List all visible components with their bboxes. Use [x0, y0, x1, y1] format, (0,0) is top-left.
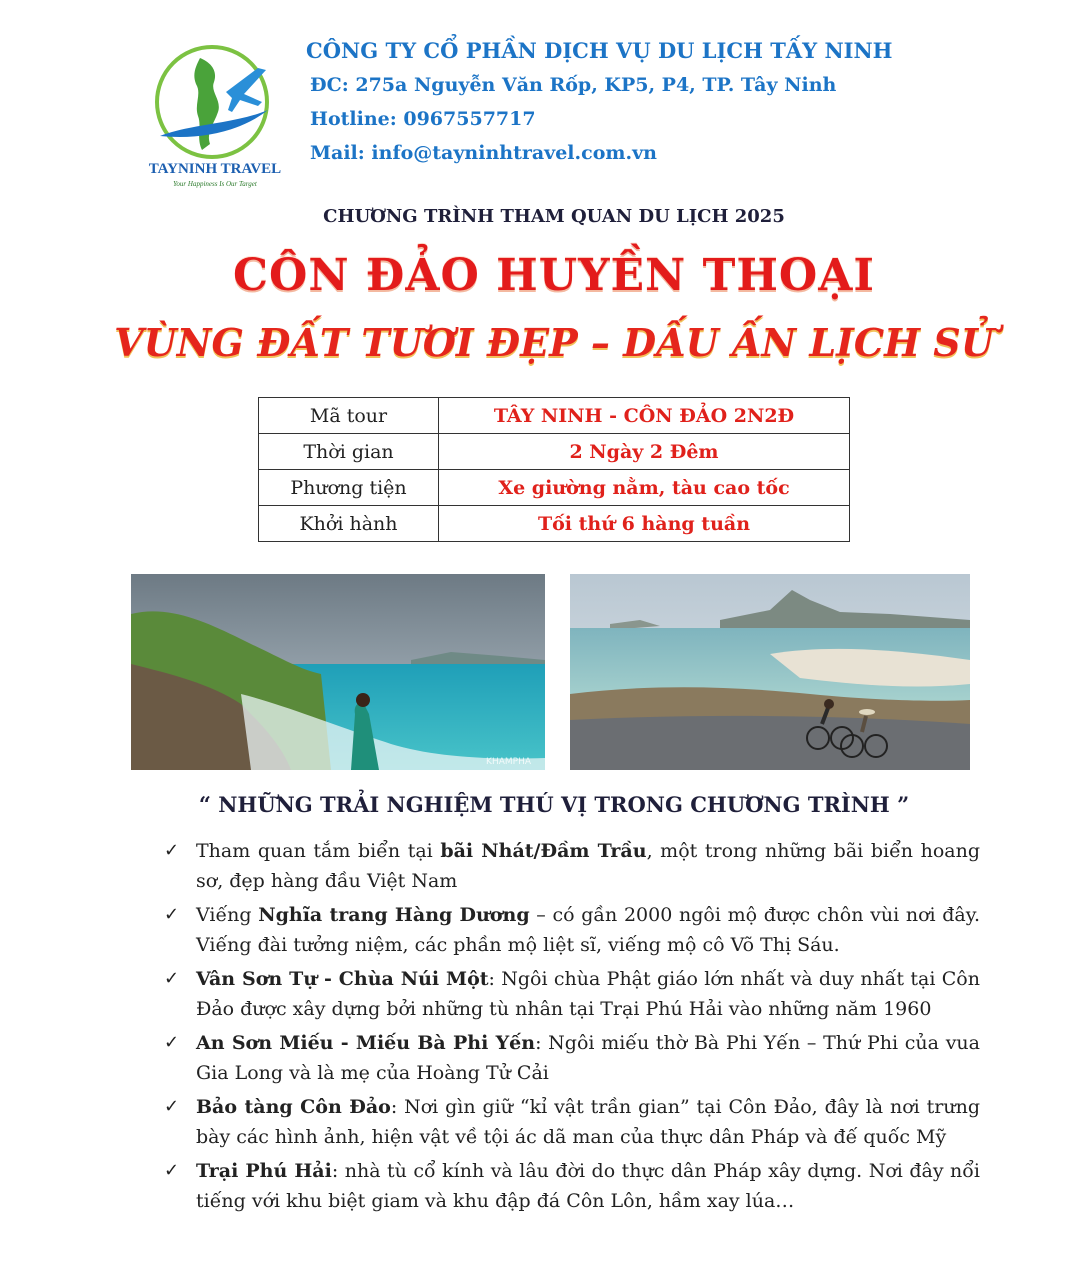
checkmark-icon: ✓: [164, 1032, 180, 1053]
list-item: [160, 1028, 980, 1088]
company-address: ĐC: 275a Nguyễn Văn Rốp, KP5, P4, TP. Tây Ninh: [310, 74, 837, 96]
table-row: [259, 434, 850, 470]
company-header: [306, 34, 1066, 170]
item-text: : Nơi gìn giữ “kỉ vật trần gian” tại Côn Đảo, đây là nơi trưng bày các hình ảnh, hiện vật về tội ác dã man của thực dân Pháp và đế quốc Mỹ: [196, 1096, 980, 1148]
item-text: : Ngôi miếu thờ Bà Phi Yến – Thứ Phi của vua Gia Long và là mẹ của Hoàng Tử Cải: [196, 1032, 980, 1084]
transport-label: Phương tiện: [259, 470, 439, 506]
logo-name: TAYNINH TRAVEL: [148, 161, 282, 177]
list-item: [160, 964, 980, 1024]
list-item: [160, 1092, 980, 1152]
table-row: [259, 470, 850, 506]
checkmark-icon: ✓: [164, 1160, 180, 1181]
item-bold: Trại Phú Hải: [196, 1160, 332, 1182]
table-row: [259, 398, 850, 434]
list-item: [160, 900, 980, 960]
item-bold: bãi Nhát/Đầm Trầu: [440, 840, 647, 862]
table-row: [259, 506, 850, 542]
item-text: : nhà tù cổ kính và lâu đời do thực dân Pháp xây dựng. Nơi đây nổi tiếng với khu biệt giam và khu đập đá Côn Lôn, hầm xay lúa…: [196, 1160, 980, 1212]
item-text: Viếng: [196, 904, 259, 926]
item-bold: Bảo tàng Côn Đảo: [196, 1096, 391, 1118]
tour-code-label: Mã tour: [259, 398, 439, 434]
item-bold: Vân Sơn Tự - Chùa Núi Một: [196, 968, 489, 990]
tour-info-table: [258, 397, 850, 542]
item-bold: An Sơn Miếu - Miếu Bà Phi Yến: [196, 1032, 536, 1054]
item-text: – có gần 2000 ngôi mộ được chôn vùi nơi đây. Viếng đài tưởng niệm, các phần mộ liệt sĩ, viếng mộ cô Võ Thị Sáu.: [196, 904, 981, 956]
duration-value: 2 Ngày 2 Đêm: [439, 434, 850, 470]
photo-watermark: KHAMPHA: [486, 757, 531, 767]
photo-coastline: [131, 574, 545, 770]
departure-value: Tối thứ 6 hàng tuần: [439, 506, 850, 542]
departure-label: Khởi hành: [259, 506, 439, 542]
program-title: CHƯƠNG TRÌNH THAM QUAN DU LỊCH 2025: [323, 206, 785, 227]
company-mail: Mail: info@tayninhtravel.com.vn: [310, 142, 657, 164]
logo-slogan: Your Happiness Is Our Target: [173, 180, 257, 188]
tour-code-value: TÂY NINH - CÔN ĐẢO 2N2Đ: [439, 398, 850, 434]
photo-cyclists: [570, 574, 970, 770]
item-text: , một trong những bãi biển hoang sơ, đẹp hàng đầu Việt Nam: [196, 840, 980, 892]
highlights-title: “ NHỮNG TRẢI NGHIỆM THÚ VỊ TRONG CHƯƠNG TRÌNH ”: [198, 792, 910, 817]
item-bold: Nghĩa trang Hàng Dương: [258, 904, 530, 926]
checkmark-icon: ✓: [164, 968, 180, 989]
item-text: : Ngôi chùa Phật giáo lớn nhất và duy nhất tại Côn Đảo được xây dựng bởi những tù nhân tại Trại Phú Hải vào những năm 1960: [196, 968, 980, 1020]
subtitle: VÙNG ĐẤT TƯƠI ĐẸP – DẤU ẤN LỊCH SỬ: [114, 320, 994, 365]
transport-value: Xe giường nằm, tàu cao tốc: [439, 470, 850, 506]
checkmark-icon: ✓: [164, 904, 180, 925]
highlights-list: [160, 836, 980, 1220]
company-name: CÔNG TY CỔ PHẦN DỊCH VỤ DU LỊCH TẤY NINH: [306, 38, 893, 63]
item-text: Tham quan tắm biển tại: [196, 840, 441, 862]
duration-label: Thời gian: [259, 434, 439, 470]
company-logo: [140, 40, 290, 190]
main-title: CÔN ĐẢO HUYỀN THOẠI: [233, 250, 875, 301]
checkmark-icon: ✓: [164, 1096, 180, 1117]
list-item: [160, 1156, 980, 1216]
list-item: [160, 836, 980, 896]
checkmark-icon: ✓: [164, 840, 180, 861]
company-hotline: Hotline: 0967557717: [310, 108, 536, 130]
